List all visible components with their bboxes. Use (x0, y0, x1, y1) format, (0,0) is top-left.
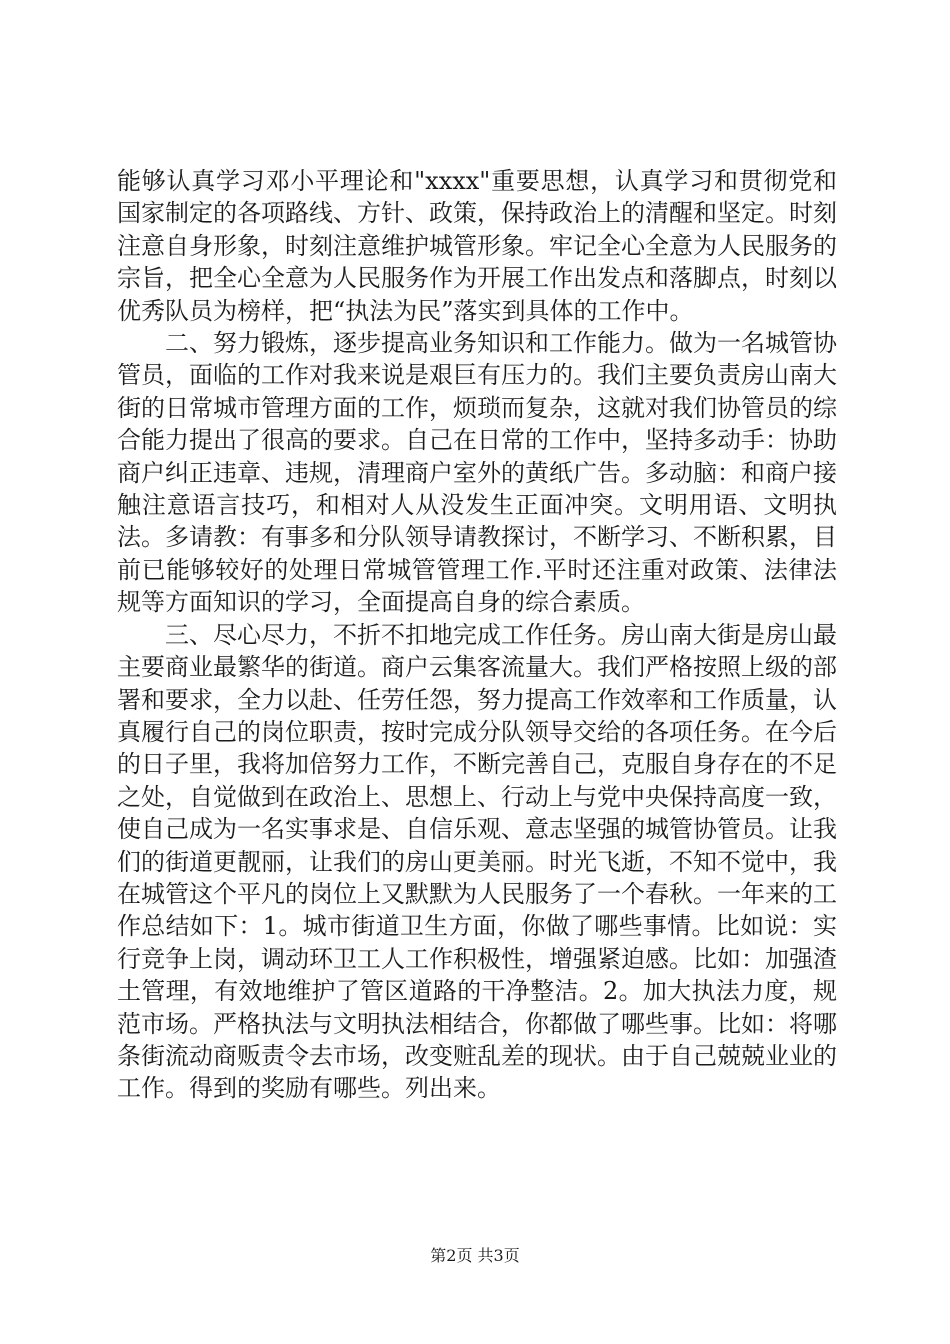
document-body (117, 165, 837, 1105)
paragraph-2: 二、努力锻炼，逐步提高业务知识和工作能力。做为一名城管协管员，面临的工作对我来说是艰巨有压力的。我们主要负责房山南大街的日常城市管理方面的工作，烦琐而复杂，这就对我们协管员的综合能力提出了很高的要求。自己在日常的工作中，坚持多动手：协助商户纠正违章、违规，清理商户室外的黄纸广告。多动脑：和商户接触注意语言技巧，和相对人从没发生正面冲突。文明用语、文明执法。多请教：有事多和分队领导请教探讨，不断学习、不断积累，目前已能够较好的处理日常城管管理工作.平时还注重对政策、法律法规等方面知识的学习，全面提高自身的综合素质。 (117, 329, 837, 617)
paragraph-1: 能够认真学习邓小平理论和"xxxx"重要思想，认真学习和贯彻党和国家制定的各项路线、方针、政策，保持政治上的清醒和坚定。时刻注意自身形象，时刻注意维护城管形象。牢记全心全意为人民服务的宗旨，把全心全意为人民服务作为开展工作出发点和落脚点，时刻以优秀队员为榜样，把“执法为民”落实到具体的工作中。 (117, 167, 837, 325)
paragraph-3: 三、尽心尽力，不折不扣地完成工作任务。房山南大街是房山最主要商业最繁华的街道。商户云集客流量大。我们严格按照上级的部署和要求，全力以赴、任劳任怨，努力提高工作效率和工作质量，认真履行自己的岗位职责，按时完成分队领导交给的各项任务。在今后的日子里，我将加倍努力工作，不断完善自己，克服自身存在的不足之处，自觉做到在政治上、思想上、行动上与党中央保持高度一致，使自己成为一名实事求是、自信乐观、意志坚强的城管协管员。让我们的街道更靓丽，让我们的房山更美丽。时光飞逝，不知不觉中，我在城管这个平凡的岗位上又默默为人民服务了一个春秋。一年来的工作总结如下：1。城市街道卫生方面，你做了哪些事情。比如说：实行竞争上岗，调动环卫工人工作积极性，增强紧迫感。比如：加强渣土管理，有效地维护了管区道路的干净整洁。2。加大执法力度，规范市场。严格执法与文明执法相结合，你都做了哪些事。比如：将哪条街流动商贩责令去市场，改变赃乱差的现状。由于自己兢兢业业的工作。得到的奖励有哪些。列出来。 (117, 620, 837, 1103)
page-number-footer: 第2页 共3页 (430, 1246, 520, 1265)
